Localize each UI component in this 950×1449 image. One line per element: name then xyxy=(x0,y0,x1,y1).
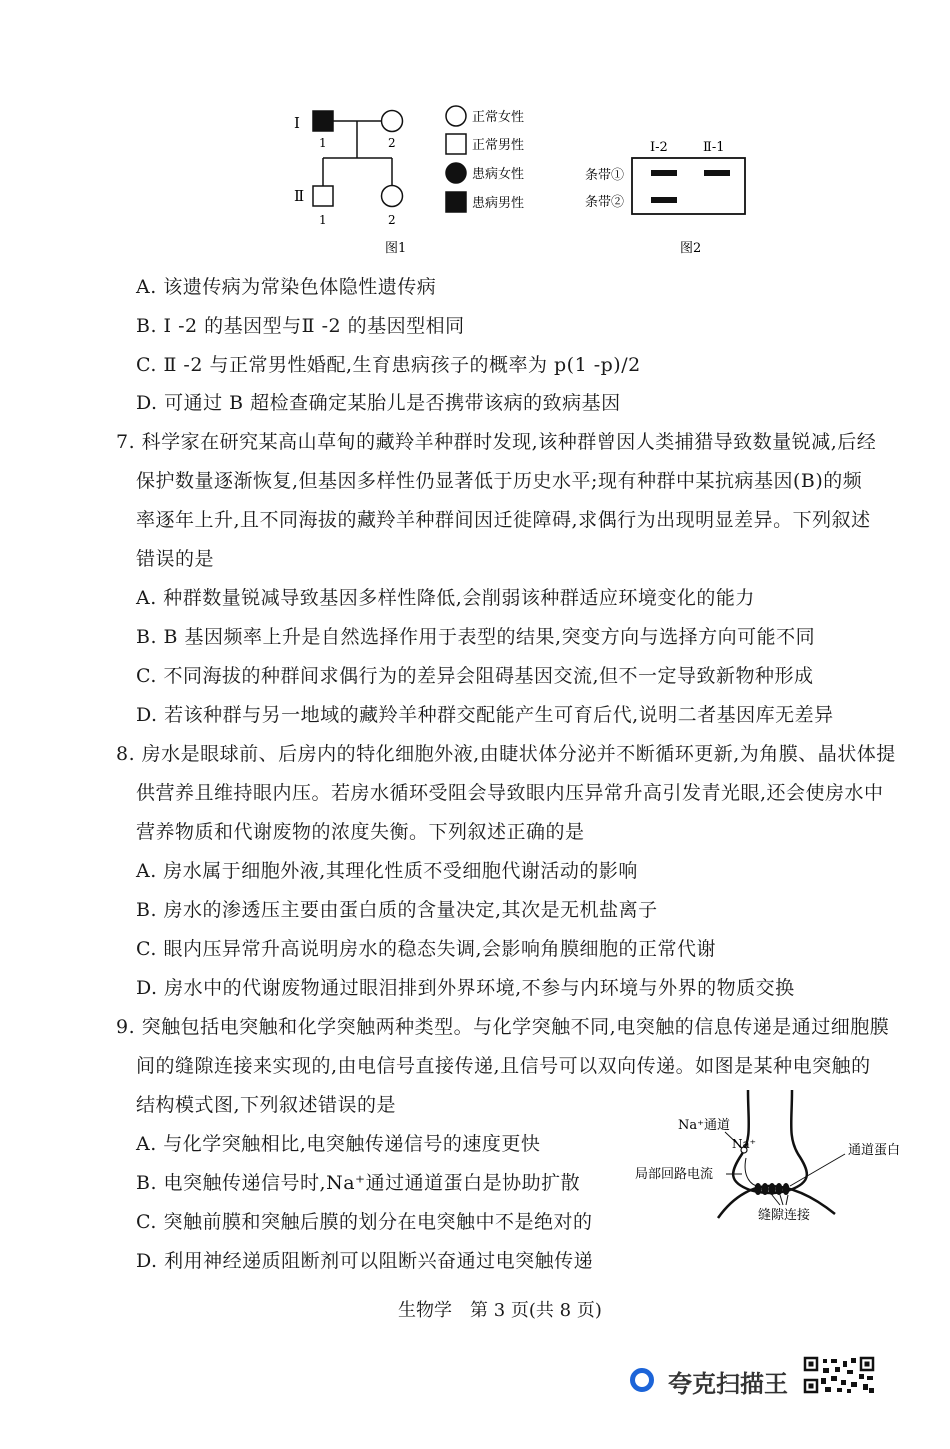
q8-option-b: B. 房水的渗透压主要由蛋白质的含量决定,其次是无机盐离子 xyxy=(136,899,658,921)
q6-option-d: D. 可通过 B 超检查确定某胎儿是否携带该病的致病基因 xyxy=(136,392,621,414)
gap-junction-label: 缝隙连接 xyxy=(758,1208,811,1223)
q7-stem-line-4: 错误的是 xyxy=(136,548,215,570)
q7-stem-line-3: 率逐年上升,且不同海拔的藏羚羊种群间因迁徙障碍,求偶行为出现明显差异。下列叙述 xyxy=(136,509,871,531)
na-ion-label: Na⁺ xyxy=(732,1137,756,1151)
band-II-1-1 xyxy=(704,170,730,176)
svg-text:1: 1 xyxy=(319,136,327,150)
generation-2-label: Ⅱ xyxy=(294,187,305,205)
local-current-label: 局部回路电流 xyxy=(635,1167,714,1182)
svg-text:2: 2 xyxy=(388,136,396,150)
q7-option-d: D. 若该种群与另一地域的藏羚羊种群交配能产生可育后代,说明二者基因库无差异 xyxy=(136,704,834,726)
lane-label-II-1: Ⅱ-1 xyxy=(703,140,725,155)
fig1-caption: 图1 xyxy=(385,241,407,256)
q8-stem-line-3: 营养物质和代谢废物的浓度失衡。下列叙述正确的是 xyxy=(136,821,585,843)
q7-option-c: C. 不同海拔的种群间求偶行为的差异会阻碍基因交流,但不一定导致新物种形成 xyxy=(136,665,814,687)
q6-option-c: C. Ⅱ -2 与正常男性婚配,生育患病孩子的概率为 p(1 -p)/2 xyxy=(136,354,641,376)
q8-option-d: D. 房水中的代谢废物通过眼泪排到外界环境,不参与内环境与外界的物质交换 xyxy=(136,977,795,999)
na-channel-label: Na⁺通道 xyxy=(678,1118,730,1133)
q8-stem-line-1: 8. 房水是眼球前、后房内的特化细胞外液,由睫状体分泌并不断循环更新,为角膜、晶状体提 xyxy=(116,743,896,765)
q7-option-b: B. B 基因频率上升是自然选择作用于表型的结果,突变方向与选择方向可能不同 xyxy=(136,626,816,648)
electrophoresis-figure xyxy=(580,130,760,265)
svg-text:2: 2 xyxy=(388,213,396,227)
legend-normal-male: 正常男性 xyxy=(472,138,525,153)
band-label-2: 条带② xyxy=(585,195,625,210)
scanner-watermark xyxy=(628,1362,888,1396)
electrical-synapse-figure xyxy=(630,1082,915,1232)
q6-option-b: B. Ⅰ -2 的基因型与Ⅱ -2 的基因型相同 xyxy=(136,315,465,337)
q6-option-a: A. 该遗传病为常染色体隐性遗传病 xyxy=(136,276,437,298)
q9-option-a: A. 与化学突触相比,电突触传递信号的速度更快 xyxy=(136,1133,541,1155)
pedigree-figure xyxy=(285,100,555,265)
q8-option-c: C. 眼内压异常升高说明房水的稳态失调,会影响角膜细胞的正常代谢 xyxy=(136,938,716,960)
gap-junction-channels xyxy=(755,1183,790,1195)
band-I-2-2 xyxy=(651,197,677,203)
individual-I-2 xyxy=(382,111,403,132)
channel-protein-label: 通道蛋白 xyxy=(848,1143,901,1158)
page-footer: 生物学 第 3 页(共 8 页) xyxy=(398,1300,602,1321)
scanner-watermark-text: 夸克扫描王 xyxy=(668,1370,788,1398)
q9-option-c: C. 突触前膜和突触后膜的划分在电突触中不是绝对的 xyxy=(136,1211,593,1233)
q9-stem-line-3: 结构模式图,下列叙述错误的是 xyxy=(136,1094,397,1116)
lane-label-I-2: Ⅰ-2 xyxy=(650,140,668,155)
qr-code-icon xyxy=(803,1356,877,1394)
legend-affected-female: 患病女性 xyxy=(472,167,525,182)
q9-stem-line-2: 间的缝隙连接来实现的,由电信号直接传递,且信号可以双向传递。如图是某种电突触的 xyxy=(136,1055,871,1077)
scanner-logo-icon xyxy=(630,1368,654,1392)
q8-stem-line-2: 供营养且维持眼内压。若房水循环受阻会导致眼内压异常升高引发青光眼,还会使房水中 xyxy=(136,782,884,804)
q9-stem-line-1: 9. 突触包括电突触和化学突触两种类型。与化学突触不同,电突触的信息传递是通过细胞膜 xyxy=(116,1016,890,1038)
q8-option-a: A. 房水属于细胞外液,其理化性质不受细胞代谢活动的影响 xyxy=(136,860,638,882)
individual-II-2 xyxy=(382,186,403,207)
q7-option-a: A. 种群数量锐减导致基因多样性降低,会削弱该种群适应环境变化的能力 xyxy=(136,587,755,609)
q7-stem-line-2: 保护数量逐渐恢复,但基因多样性仍显著低于历史水平;现有种群中某抗病基因(B)的频 xyxy=(136,470,863,492)
individual-I-1 xyxy=(313,111,333,131)
q9-option-d: D. 利用神经递质阻断剂可以阻断兴奋通过电突触传递 xyxy=(136,1250,594,1272)
q7-stem-line-1: 7. 科学家在研究某高山草甸的藏羚羊种群时发现,该种群曾因人类捕猎导致数量锐减,后经 xyxy=(116,431,877,453)
generation-1-label: Ⅰ xyxy=(294,114,300,132)
svg-text:1: 1 xyxy=(319,213,327,227)
legend-normal-female: 正常女性 xyxy=(472,110,525,125)
band-label-1: 条带① xyxy=(585,168,625,183)
q9-option-b: B. 电突触传递信号时,Na⁺通过通道蛋白是协助扩散 xyxy=(136,1172,581,1194)
individual-II-1 xyxy=(313,186,333,206)
legend-affected-male: 患病男性 xyxy=(472,196,525,211)
fig2-caption: 图2 xyxy=(680,241,702,256)
band-I-2-1 xyxy=(651,170,677,176)
